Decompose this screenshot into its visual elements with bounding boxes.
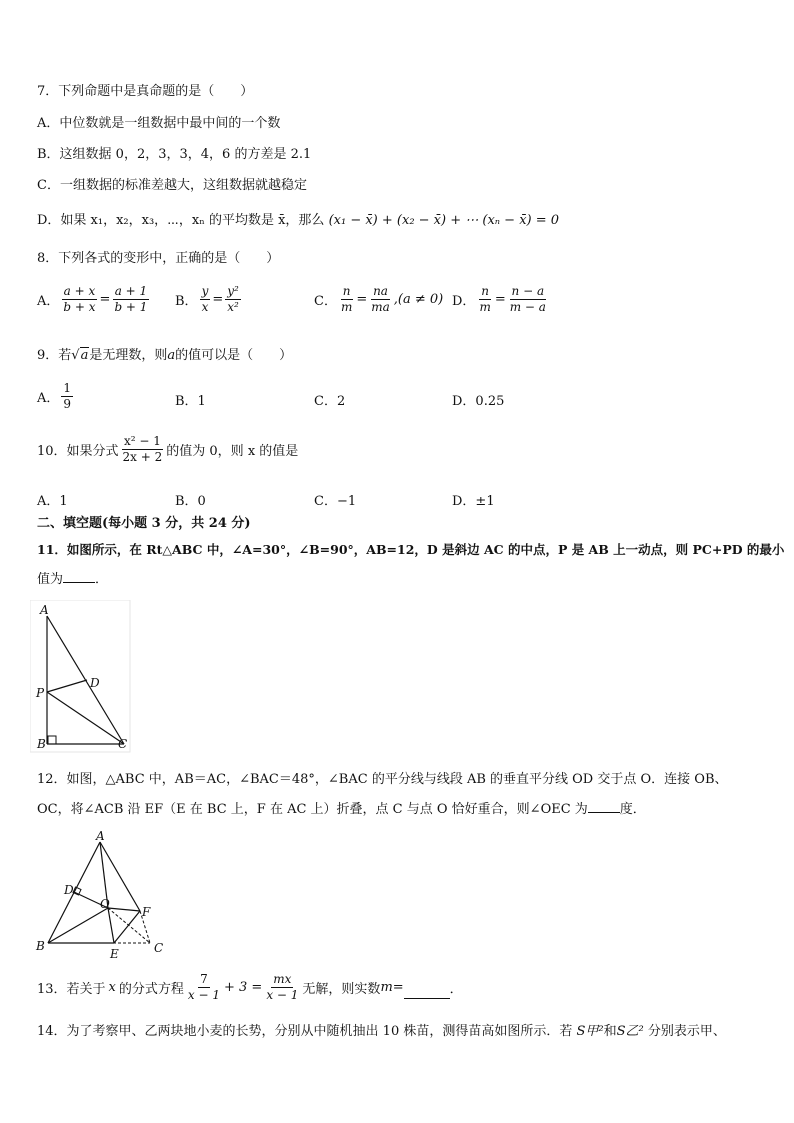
q7-option-d	[37, 213, 559, 229]
label-A: A	[96, 829, 105, 843]
fraction: $\frac{\text{y²}}{\text{x²}}$	[227, 284, 239, 314]
q13-stem: 13．若关于 x 的分式方程 $\frac{7}{x - 1}$ + 3 = $\frac{mx}{x - 1}$ 无解，则实数 m = ．	[37, 972, 463, 1002]
q12-figure	[30, 828, 180, 962]
fraction: $\frac{n - a}{m - a}$	[509, 284, 546, 314]
q7-option-d-text: D．如果 x₁，x₂，x₃，⋯，xₙ 的平均数是 x̄，那么	[37, 213, 325, 228]
q11-line1: 11．如图所示，在 Rt△ABC 中，∠A=30°，∠B=90°，AB=12，D 是斜边 AC 的中点，P 是 AB 上一动点，则 PC+PD 的最小	[37, 542, 785, 557]
label-D: D	[64, 883, 74, 897]
equals-sign: =	[494, 292, 506, 307]
label-C: C	[118, 737, 128, 751]
q10-option-b: B．0	[175, 494, 206, 509]
q12-line2: OC，将∠ACB 沿 EF（E 在 BC 上，F 在 AC 上）折叠，点 C 与点 O 恰好重合，则∠OEC 为 度．	[37, 802, 646, 817]
fraction: $\frac{n}{m}$	[340, 284, 353, 314]
label-B: B	[36, 939, 45, 953]
q11-line2: 值为 ．	[37, 572, 109, 587]
q7-option-a: A．中位数就是一组数据中最中间的一个数	[37, 116, 281, 131]
variance-symbol: S乙²	[616, 1024, 644, 1039]
q7-option-c: C．一组数据的标准差越大，这组数据就越稳定	[37, 178, 307, 193]
fraction: $\frac{7}{x - 1}$	[187, 972, 220, 1002]
fraction: $\frac{mx}{x - 1}$	[266, 972, 299, 1002]
fraction: $\frac{\text{x² − 1}}{2x + 2}$	[122, 434, 163, 464]
sqrt-argument: a	[80, 348, 89, 363]
section-title: 二、填空题(每小题 3 分，共 24 分)	[37, 516, 251, 531]
condition: ,(a ≠ 0)	[393, 292, 444, 307]
sqrt-symbol: √	[71, 348, 80, 363]
q9-option-d: D．0.25	[452, 394, 505, 409]
q8-option-d-label: D．	[452, 294, 476, 309]
fraction: $\frac{1}{9}$	[63, 381, 72, 411]
q14-line: 14．为了考察甲、乙两块地小麦的长势，分别从中随机抽出 10 株苗，测得苗高如图所示．若 S甲²和S乙² 分别表示甲、	[37, 1024, 726, 1039]
fraction: $\frac{n}{m}$	[479, 284, 491, 314]
q12-line1: 12．如图，△ABC 中，AB＝AC，∠BAC＝48°，∠BAC 的平分线与线段 AB 的垂直平分线 OD 交于点 O．连接 OB、	[37, 772, 728, 787]
fraction: $\frac{a + 1}{b + 1}$	[114, 284, 148, 314]
label-F: F	[142, 905, 151, 919]
q9-option-a: A． $\frac{1}{9}$	[37, 381, 72, 411]
q10-option-a: A．1	[37, 494, 68, 509]
label-A: A	[40, 603, 49, 617]
q9-option-b: B．1	[175, 394, 206, 409]
equals-sign: =	[99, 292, 111, 307]
label-O: O	[100, 897, 110, 911]
q8-option-b-label: B．	[175, 294, 198, 309]
label-P: P	[36, 686, 45, 700]
fraction: $\frac{y}{x}$	[201, 284, 209, 314]
q7-stem: 7．下列命题中是真命题的是（ ）	[37, 84, 254, 99]
q7-option-d-formula: (x₁ − x̄) + (x₂ − x̄) + ⋯ (xₙ − x̄) = 0	[328, 213, 560, 228]
q7-option-b: B．这组数据 0，2，3，3，4，6 的方差是 2.1	[37, 147, 312, 162]
q10-option-d: D．±1	[452, 494, 495, 509]
q10-stem: 10．如果分式 $\frac{\text{x² − 1}}{2x + 2}$ 的值为 0，则 x 的值是	[37, 434, 299, 464]
q8-option-a	[37, 284, 151, 315]
answer-blank[interactable]	[63, 572, 95, 583]
label-E: E	[110, 947, 119, 961]
answer-blank[interactable]	[404, 988, 450, 999]
q10-option-c: C．−1	[314, 494, 357, 509]
q9-option-c: C．2	[314, 394, 346, 409]
equals-sign: =	[356, 292, 368, 307]
q8-stem: 8．下列各式的变形中，正确的是（ ）	[37, 251, 280, 266]
answer-blank[interactable]	[588, 802, 620, 813]
fraction: $\frac{na}{ma}$	[371, 284, 390, 314]
q9-stem: 9．若√a是无理数，则a的值可以是（ ）	[37, 348, 293, 363]
q8-option-c	[314, 284, 443, 315]
q8-option-d	[452, 284, 550, 315]
label-B: B	[37, 737, 46, 751]
q8-option-a-label: A．	[37, 294, 60, 309]
label-C: C	[154, 941, 164, 955]
q8-option-c-label: C．	[314, 294, 337, 309]
q11-figure	[30, 600, 140, 755]
equals-sign: =	[212, 292, 224, 307]
label-D: D	[90, 676, 100, 690]
fraction: $\frac{a + x}{b + x}$	[63, 284, 96, 314]
variance-symbol: S甲²	[576, 1024, 604, 1039]
q8-option-b	[175, 284, 243, 315]
